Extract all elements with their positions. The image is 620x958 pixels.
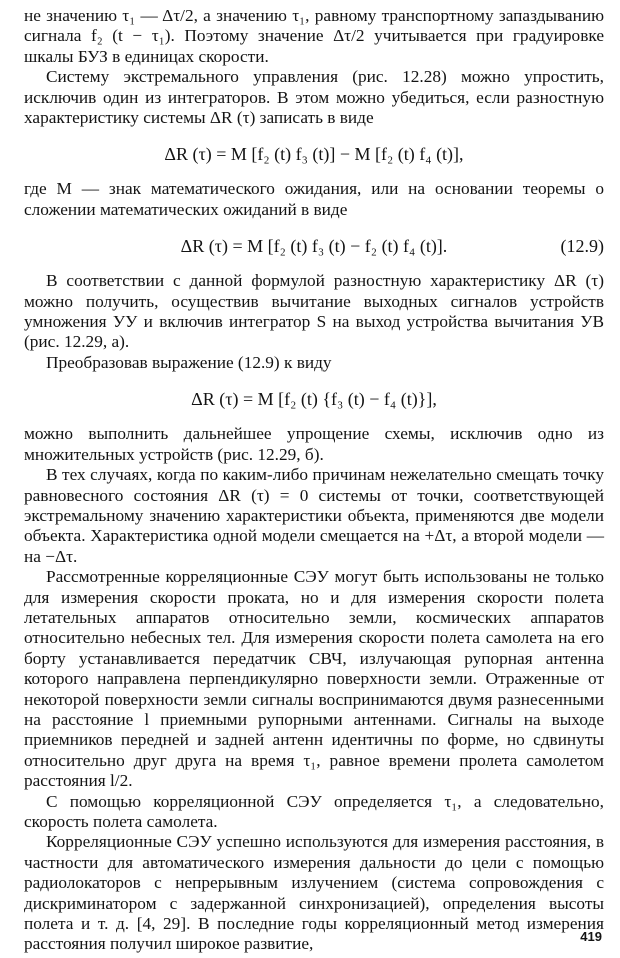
paragraph-correlation-seu: Рассмотренные корреляционные СЭУ могут быть использованы не только для измерения скорости проката, но и для измерения скорости полета летательных аппаратов относительно земли, космических аппаратов относительно небесных тел. Для измерения скорости полета самолета на его борту устанавливается передатчик СВЧ, излучающая рупорная антенна которого направлена перпендикулярно поверхности земли. Отраженные от некоторой поверхности земли сигналы воспринимаются двумя разнесенными на расстояние l приемными рупорными антеннами. Сигналы на выходе приемников передней и задней антенн идентичны по форме, но сдвинуты относительно друг друга на время τ₁, равное времени пролета самолетом расстояния l/2. (24, 567, 604, 791)
paragraph-continuation: не значению τ₁ — Δτ/2, а значению τ₁, равному транспортному запаздыванию сигнала f₂ (t − τ₁). Поэтому значение Δτ/2 учитывается при градуировке шкалы БУЗ в единицах скорости. (24, 6, 604, 66)
formula-difference (24, 143, 604, 165)
paragraph-further-simplification: можно выполнить дальнейшее упрощение схемы, исключив одно из множительных устройств (рис. 12.29, б). (24, 424, 604, 464)
paragraph-two-models: В тех случаях, когда по каким-либо причинам нежелательно смещать точку равновесного состояния ΔR (τ) = 0 системы от точки, соответствующей экстремальному значению характеристики объекта, применяются две модели объекта. Характеристика одной модели смещается на +Δτ, а второй модели — на −Δτ. (24, 465, 604, 566)
paragraph-expectation: где M — знак математического ожидания, или на основании теоремы о сложении математических ожиданий в виде (24, 179, 604, 219)
paragraph-transform: Преобразовав выражение (12.9) к виду (46, 352, 332, 372)
paragraph-speed: С помощью корреляционной СЭУ определяется τ₁, а следовательно, скорость полета самолета. (24, 791, 604, 831)
page-number: 419 (580, 929, 602, 944)
formula-12-9 (24, 235, 604, 257)
paragraph-accordance: В соответствии с данной формулой разностную характеристику ΔR (τ) можно получить, осуществив вычитание выходных сигналов устройств умножения УУ и включив интегратор S на выход устройства вычитания УВ (рис. 12.29, а). (24, 271, 604, 352)
formula-transformed (24, 388, 604, 410)
paragraph-simplification: Систему экстремального управления (рис. 12.28) можно упростить, исключив один из интеграторов. В этом можно убедиться, если разностную характеристику системы ΔR (τ) записать в виде (24, 67, 604, 128)
paragraph-range-measurement: Корреляционные СЭУ успешно используются для измерения расстояния, в частности для автоматического измерения дальности до цели с помощью радиолокаторов с непрерывным излучением (система сопровождения с дискриминатором с задержанной синхронизацией), определения высоты полета и т. д. [4, 29]. В последние годы корреляционный метод измерения расстояния получил широкое развитие, (24, 832, 604, 954)
formula-difference-text: ΔR (τ) = M [f₂ (t) f₃ (t)] − M [f₂ (t) f₄ (t)], (164, 144, 464, 165)
formula-12-9-text: ΔR (τ) = M [f₂ (t) f₃ (t) − f₂ (t) f₄ (t)]. (180, 236, 448, 257)
formula-transformed-text: ΔR (τ) = M [f₂ (t) {f₃ (t) − f₄ (t)}], (191, 389, 437, 410)
equation-number: (12.9) (560, 236, 604, 257)
